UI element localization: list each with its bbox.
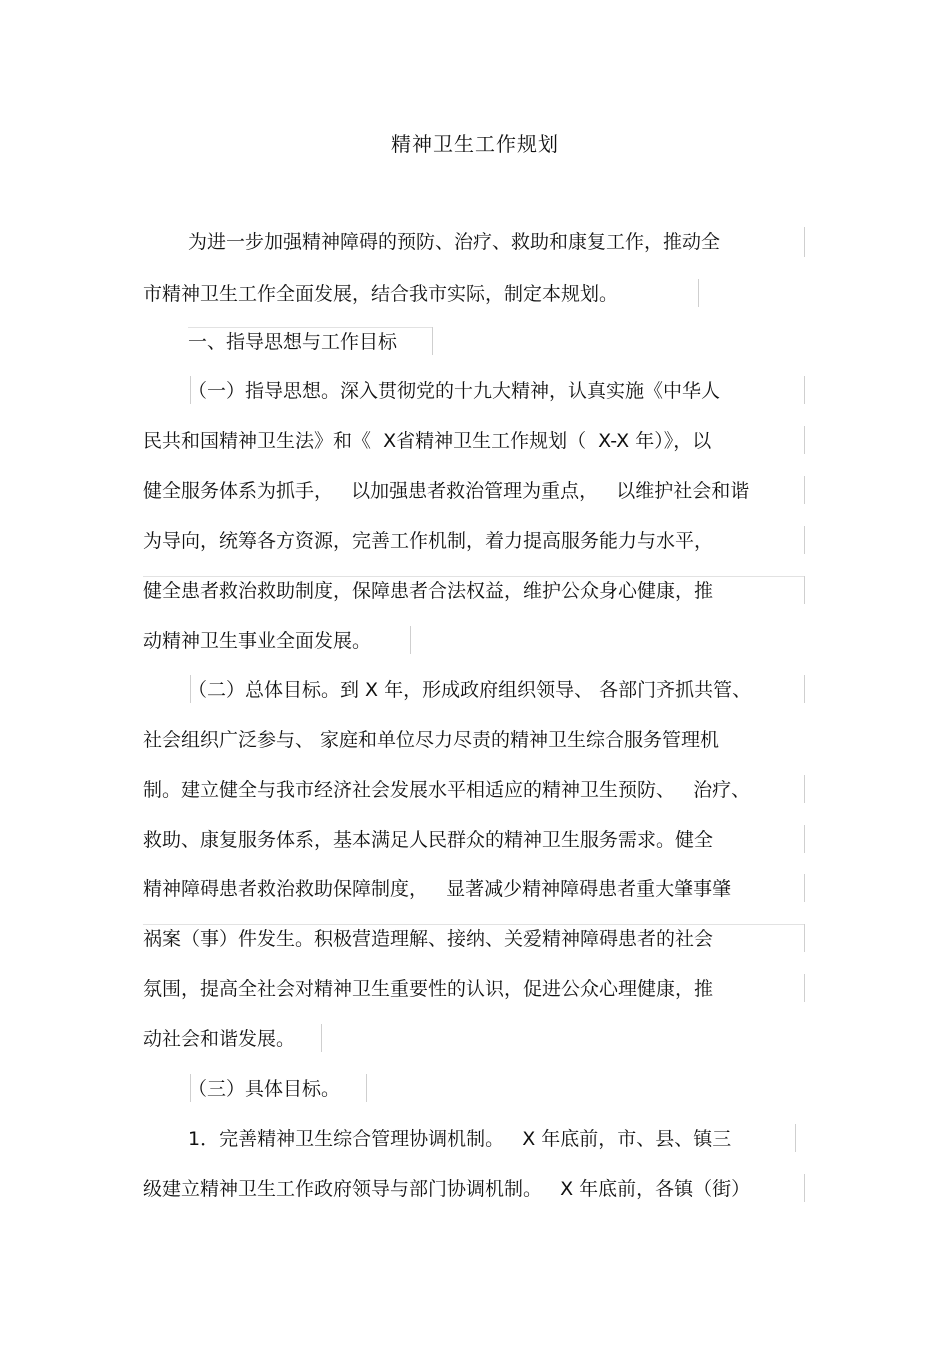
paragraph-line: 健全患者救治救助制度，保障患者合法权益，维护公众身心健康，推 — [143, 580, 714, 602]
paragraph-line: （二）总体目标。到 X 年，形成政府组织领导、 各部门齐抓共管、 — [188, 679, 752, 701]
paragraph-line: 精神障碍患者救治救助保障制度， 显著减少精神障碍患者重大肇事肇 — [143, 878, 732, 900]
text-box-edge — [321, 1024, 322, 1052]
paragraph-line: （一）指导思想。深入贯彻党的十九大精神，认真实施《中华人 — [188, 380, 721, 402]
paragraph-line: 为进一步加强精神障碍的预防、治疗、救助和康复工作，推动全 — [188, 231, 721, 253]
text-box-edge — [190, 675, 191, 703]
paragraph-line: 社会组织广泛参与、 家庭和单位尽力尽责的精神卫生综合服务管理机 — [143, 729, 720, 751]
paragraph-line: 级建立精神卫生工作政府领导与部门协调机制。 X 年底前，各镇（街） — [143, 1178, 751, 1200]
text-box-edge — [804, 426, 805, 454]
text-box-edge — [804, 526, 805, 554]
paragraph-line: 制。建立健全与我市经济社会发展水平相适应的精神卫生预防、 治疗、 — [143, 779, 751, 801]
text-box-edge — [804, 227, 805, 257]
text-box-edge — [804, 775, 805, 803]
paragraph-line: 民共和国精神卫生法》和《 X省精神卫生工作规划（ X-X 年）》，以 — [143, 430, 712, 452]
text-box-edge — [190, 1074, 191, 1102]
text-box-edge — [698, 279, 699, 307]
text-box-edge — [804, 924, 805, 952]
text-box-edge — [804, 825, 805, 853]
text-box-edge — [804, 576, 805, 604]
paragraph-line: 健全服务体系为抓手， 以加强患者救治管理为重点， 以维护社会和谐 — [143, 480, 750, 502]
text-box-edge — [804, 874, 805, 902]
text-box-edge — [804, 476, 805, 504]
paragraph-line: 市精神卫生工作全面发展，结合我市实际，制定本规划。 — [143, 283, 619, 305]
text-box-edge — [432, 327, 433, 355]
text-box-edge — [366, 1074, 367, 1102]
paragraph-line: 动精神卫生事业全面发展。 — [143, 630, 372, 652]
paragraph-line: 祸案（事）件发生。积极营造理解、接纳、关爱精神障碍患者的社会 — [143, 928, 714, 950]
subsection-heading: （三）具体目标。 — [188, 1078, 341, 1100]
text-box-edge — [143, 924, 804, 925]
text-box-edge — [804, 675, 805, 703]
text-box-edge — [804, 974, 805, 1002]
document-title: 精神卫生工作规划 — [391, 132, 559, 156]
text-box-edge — [190, 376, 191, 404]
paragraph-line: 救助、康复服务体系，基本满足人民群众的精神卫生服务需求。健全 — [143, 829, 714, 851]
text-box-edge — [804, 1174, 805, 1202]
paragraph-line: 氛围，提高全社会对精神卫生重要性的认识，促进公众心理健康，推 — [143, 978, 714, 1000]
text-box-edge — [795, 1124, 796, 1152]
text-box-edge — [410, 626, 411, 654]
text-box-edge — [188, 327, 432, 328]
paragraph-line: 1．完善精神卫生综合管理协调机制。 X 年底前，市、县、镇三 — [188, 1128, 732, 1150]
text-box-edge — [143, 576, 804, 577]
text-box-edge — [804, 376, 805, 404]
section-heading: 一、指导思想与工作目标 — [188, 331, 398, 353]
paragraph-line: 动社会和谐发展。 — [143, 1028, 296, 1050]
paragraph-line: 为导向，统筹各方资源，完善工作机制，着力提高服务能力与水平， — [143, 530, 714, 552]
